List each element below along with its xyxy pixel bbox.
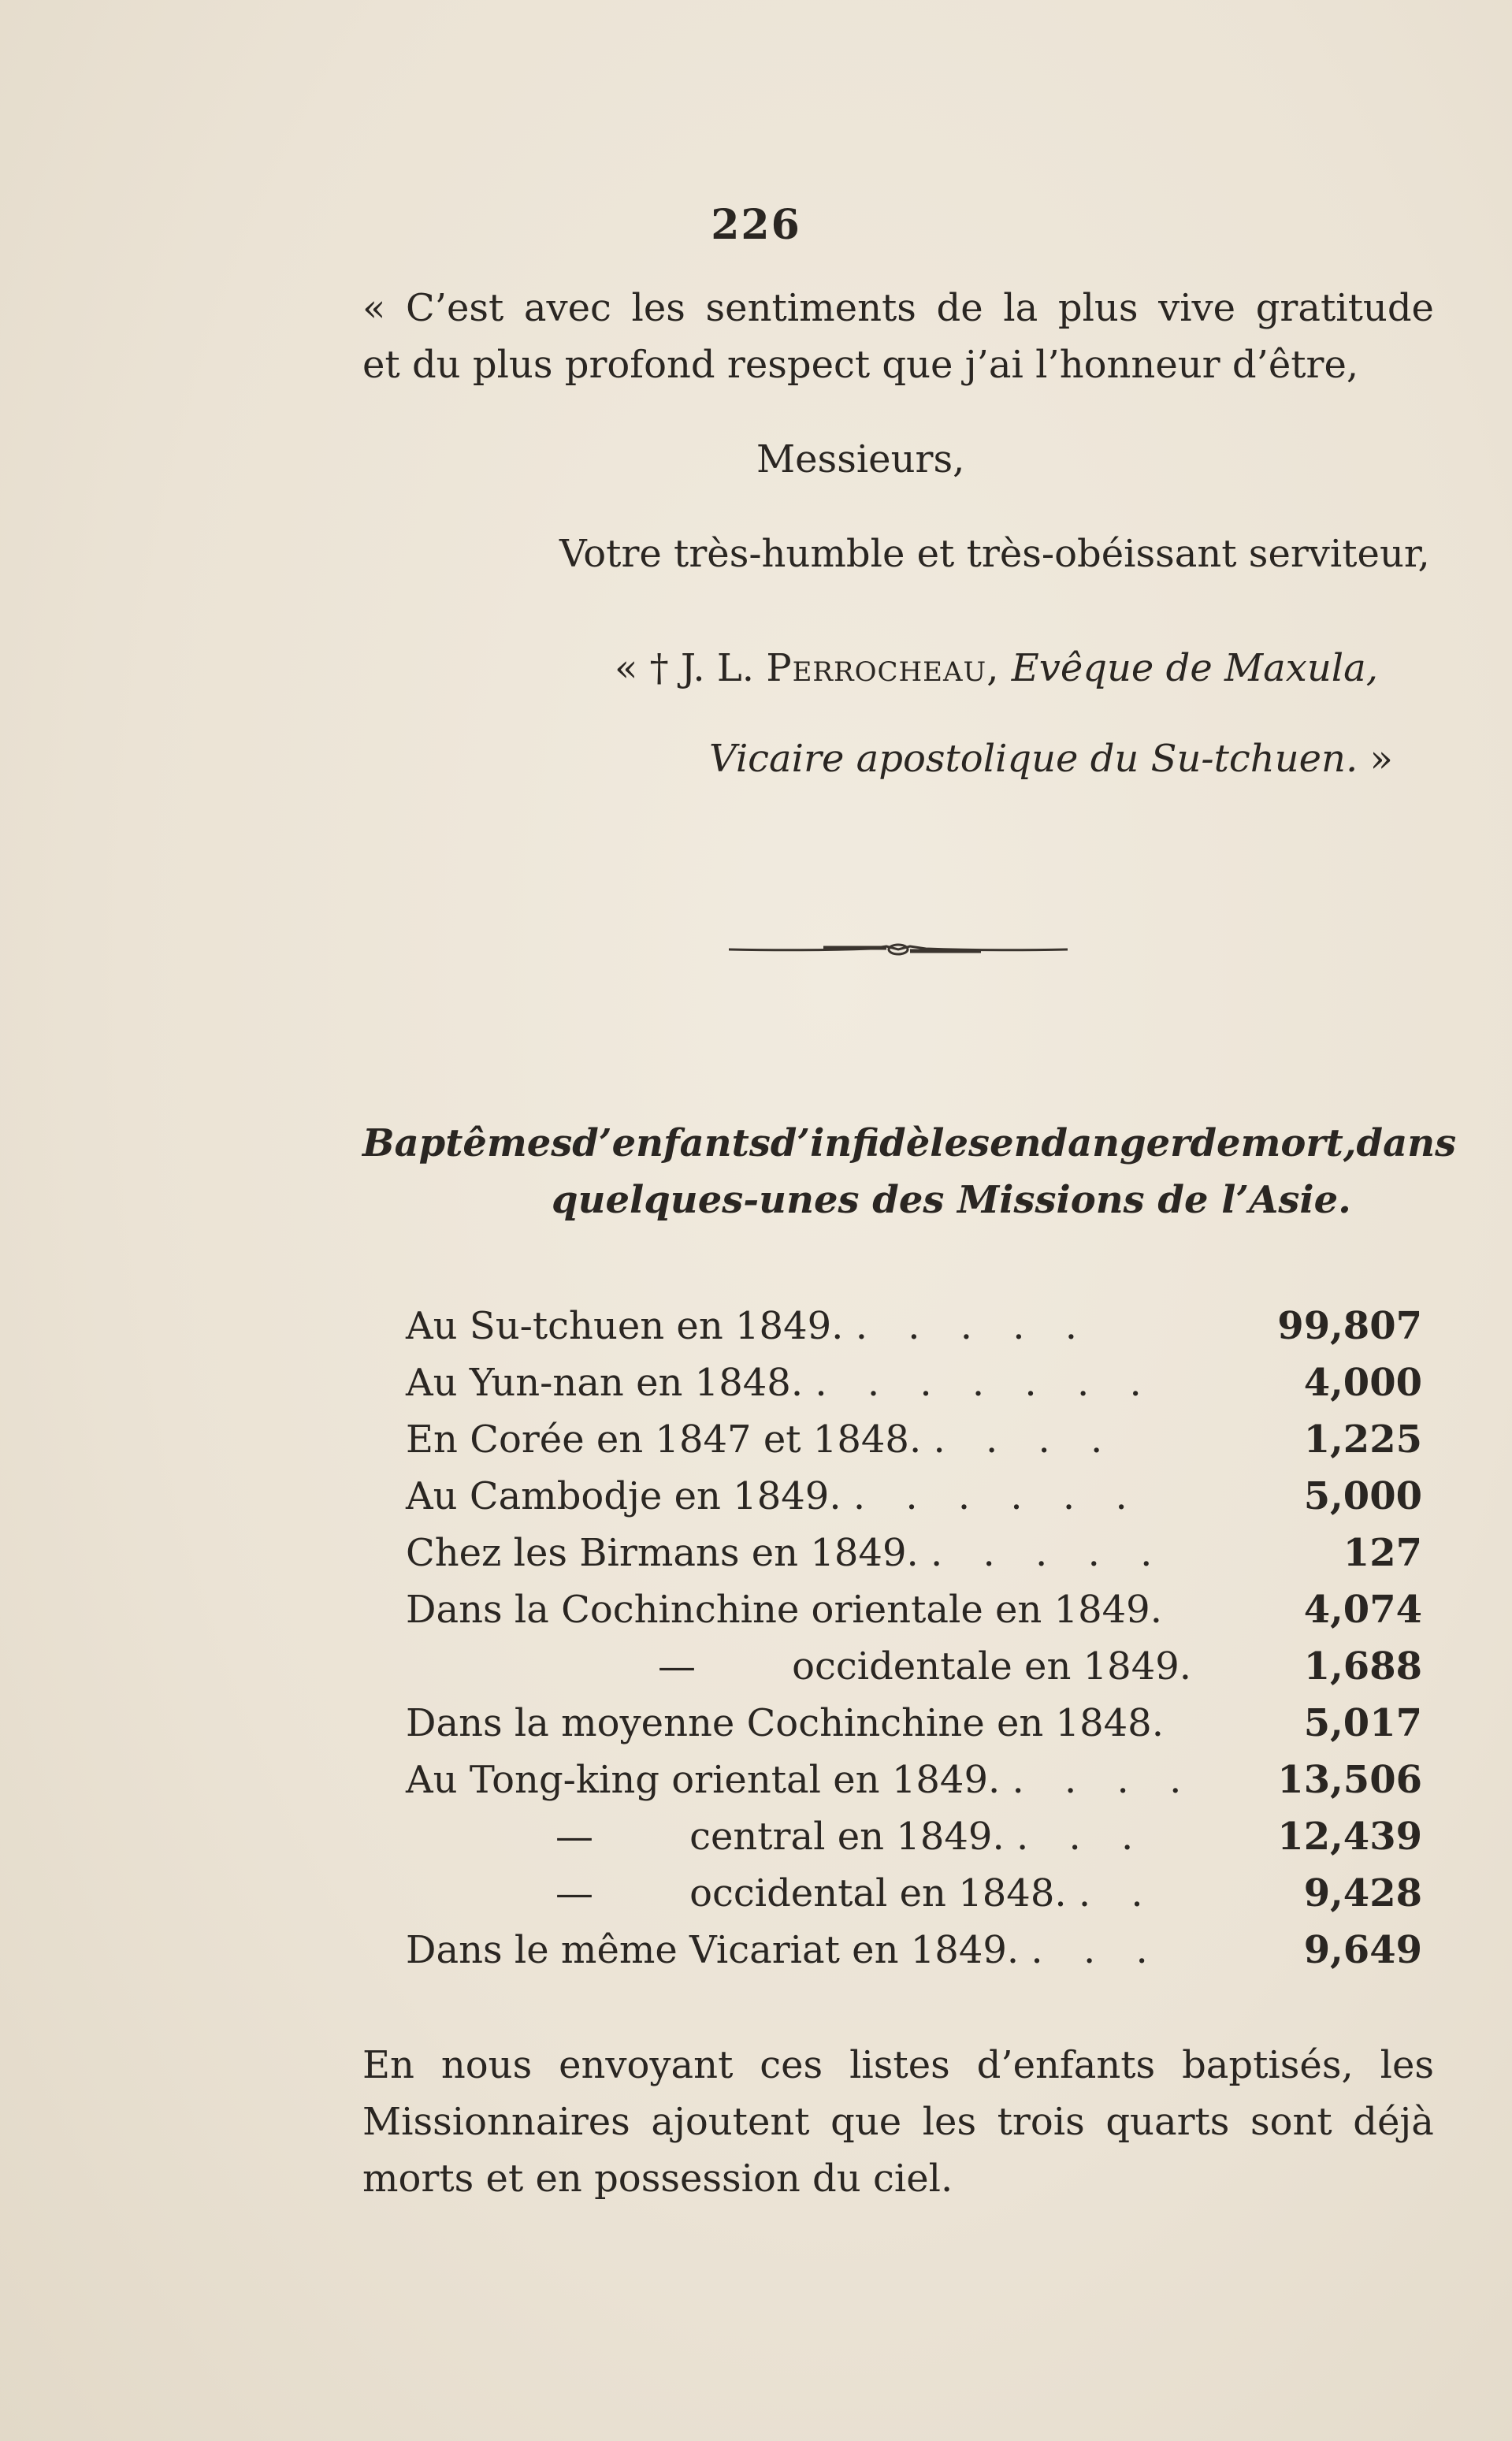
word: envoyant [559,2043,734,2087]
word: avec [523,286,611,330]
row-value: 1,225 [1303,1417,1422,1462]
signoff: Votre très-humble et très-obéissant serviteur, [559,532,1430,576]
letter-line-1 [362,280,1434,336]
closing-line-2 [362,2094,1434,2150]
word: ajoutent [651,2100,810,2144]
table-row [406,1928,1422,1985]
word: que [830,2100,902,2144]
word: d’enfants [572,1121,771,1165]
row-value: 4,074 [1303,1588,1422,1632]
table-row [406,1701,1422,1758]
row-label-text: Au Cambodje en 1849. [406,1474,841,1518]
row-label [406,1928,1162,1972]
word: C’est [405,286,504,330]
word: d’infidèles [770,1121,990,1165]
word: sentiments [705,286,916,330]
table-row [406,1644,1422,1701]
word: En [362,2043,414,2087]
table-row [406,1871,1422,1928]
word: baptisés, [1182,2043,1354,2087]
row-label [406,1417,1116,1462]
row-value: 13,506 [1277,1758,1422,1802]
row-label-text: — central en 1849. [555,1815,1005,1859]
row-label [406,1361,1156,1405]
word: de [936,286,983,330]
baptism-table [406,1304,1422,1985]
row-label [658,1644,1191,1689]
row-dots: . . . . . . [853,1474,1142,1518]
row-value: 127 [1343,1531,1422,1575]
word: quarts [1105,2100,1230,2144]
table-row [406,1815,1422,1871]
word: plus [1057,286,1139,330]
word: ces [760,2043,823,2087]
word: danger [1041,1121,1191,1165]
table-row [406,1304,1422,1361]
signature-prefix: « † J. L. [615,646,755,690]
closing-line-1 [362,2037,1434,2094]
signature [615,646,1512,690]
row-label-text: — occidental en 1848. [555,1871,1067,1915]
word: déjà [1353,2100,1434,2144]
row-label [406,1531,1166,1575]
row-label-text: Dans le même Vicariat en 1849. [406,1928,1020,1972]
table-row [406,1588,1422,1644]
row-label [406,1588,1162,1632]
word: les [1380,2043,1434,2087]
row-label-text: Chez les Birmans en 1849. [406,1531,919,1575]
word: les [631,286,685,330]
word: Baptêmes [362,1121,573,1165]
word: « [362,286,386,330]
row-label [406,1304,1091,1348]
word: la [1003,286,1038,330]
closing-line-2-text [362,2094,1434,2150]
section-heading [362,1115,1457,1228]
word: sont [1250,2100,1332,2144]
word: mort, [1240,1121,1357,1165]
letter-line-2: et du plus profond respect que j’ai l’honneur d’être, [362,343,1359,387]
row-value: 9,649 [1303,1928,1422,1972]
row-label [406,1758,1195,1802]
row-label-text: Au Su-tchuen en 1849. [406,1304,844,1348]
row-value: 4,000 [1303,1361,1422,1405]
row-dots: . . . . . [931,1531,1167,1575]
word: d’enfants [976,2043,1156,2087]
row-label-text: Au Tong-king oriental en 1849. [406,1758,1001,1802]
row-dots: . . . . . . . [815,1361,1156,1405]
signature-title-line [709,737,1512,781]
row-value: 5,000 [1303,1474,1422,1518]
closing-paragraph [362,2037,1434,2207]
row-dots: . . . [1016,1815,1148,1859]
row-dots: . . . . [933,1417,1117,1462]
page-number: 226 [711,201,801,249]
salutation: Messieurs, [756,437,965,481]
row-label-text: Au Yun-nan en 1848. [406,1361,804,1405]
letter-closing-paragraph [362,280,1434,393]
row-dots: . . . [1031,1928,1162,1972]
row-dots: . . [1078,1871,1157,1915]
row-label [406,1701,1164,1745]
word: les [922,2100,977,2144]
word: de [1190,1121,1241,1165]
heading-line-1-text [362,1115,1457,1172]
row-label-text: Dans la Cochinchine orientale en 1849. [406,1588,1162,1632]
table-row [406,1758,1422,1815]
row-label-text: — occidentale en 1849. [658,1644,1192,1689]
word: vive [1158,286,1236,330]
signature-name: Perrocheau, [766,646,1000,690]
table-row [406,1417,1422,1474]
table-row [406,1531,1422,1588]
word: en [990,1121,1042,1165]
ornament-divider [729,942,1068,957]
signature-close-quote: » [1369,737,1393,781]
heading-line-2: quelques-unes des Missions de l’Asie. [552,1178,1351,1222]
word: trois [997,2100,1085,2144]
row-value: 99,807 [1277,1304,1422,1348]
signature-title: Evêque de Maxula, [1011,646,1378,690]
row-value: 12,439 [1277,1815,1422,1859]
word: dans [1356,1121,1457,1165]
row-label [406,1474,1142,1518]
table-row [406,1361,1422,1417]
row-label-text: En Corée en 1847 et 1848. [406,1417,922,1462]
closing-line-1-text [362,2037,1434,2094]
table-row [406,1474,1422,1531]
signature-title-2: Vicaire apostolique du Su-tchuen. [709,737,1358,781]
letter-line-1-text [362,280,1434,336]
row-label [555,1871,1157,1915]
closing-line-3: morts et en possession du ciel. [362,2157,953,2201]
row-value: 5,017 [1303,1701,1422,1745]
row-label-text: Dans la moyenne Cochinchine en 1848. [406,1701,1164,1745]
row-value: 9,428 [1303,1871,1422,1915]
row-dots: . . . . [1012,1758,1196,1802]
word: listes [849,2043,950,2087]
row-value: 1,688 [1303,1644,1422,1689]
row-label [555,1815,1147,1859]
word: Missionnaires [362,2100,630,2144]
row-dots: . . . . . [855,1304,1092,1348]
word: gratitude [1255,286,1434,330]
word: nous [440,2043,533,2087]
heading-line-1 [362,1115,1457,1172]
